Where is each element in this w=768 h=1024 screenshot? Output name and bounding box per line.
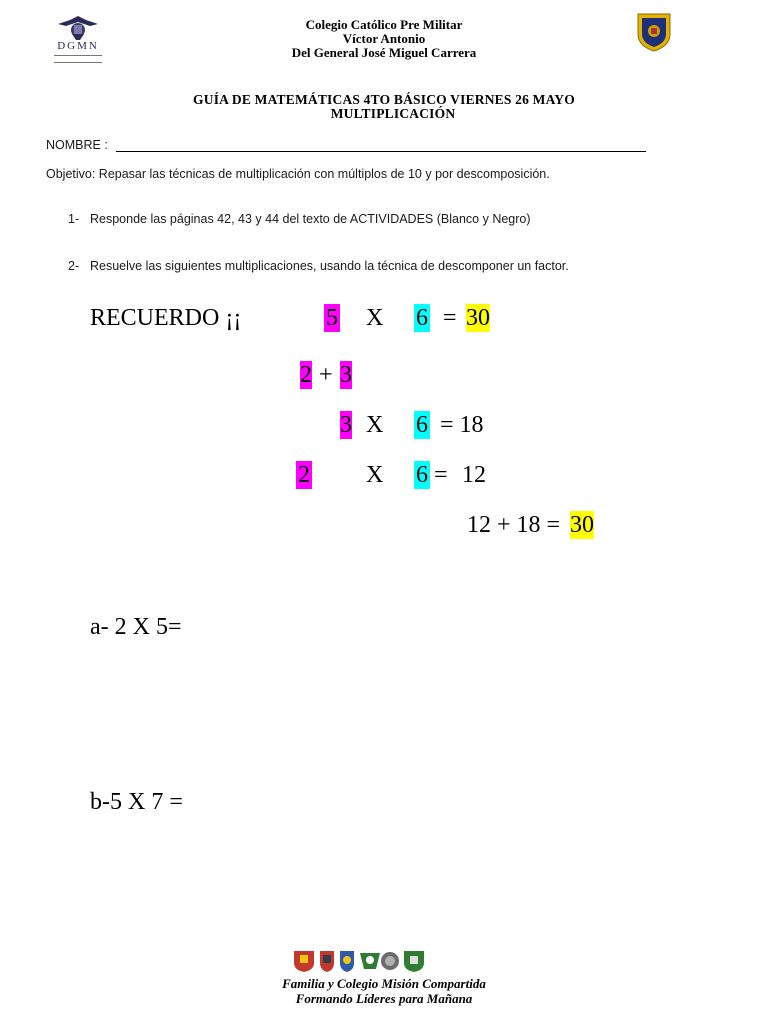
nombre-field[interactable] — [116, 151, 646, 152]
dgmn-subtext-lines — [54, 55, 102, 63]
item1-text: Responde las páginas 42, 43 y 44 del texto de ACTIVIDADES (Blanco y Negro) — [90, 212, 531, 226]
row3-factor-b: 6 — [416, 462, 428, 488]
row2-result: = 18 — [440, 412, 484, 438]
exercise-b: b-5 X 7 = — [90, 789, 183, 815]
recuerdo-label: RECUERDO ¡¡ — [90, 305, 242, 331]
exercise-a: a- 2 X 5= — [90, 614, 182, 640]
equals-sign: = — [443, 305, 457, 331]
row3-equals: = — [434, 462, 448, 488]
footer-emblems — [292, 949, 432, 973]
objective-text: Objetivo: Repasar las técnicas de multiplicación con múltiplos de 10 y por descomposición. — [46, 167, 550, 181]
school-shield-logo — [636, 12, 672, 52]
shield-icon — [636, 12, 672, 52]
institution-emblems-icon — [292, 949, 432, 973]
factor-b: 6 — [416, 305, 428, 331]
row2-factor-a: 3 — [340, 412, 352, 438]
item2-number: 2- — [68, 259, 80, 273]
guide-subtitle: MULTIPLICACIÓN — [330, 106, 456, 121]
item2-text: Resuelve las siguientes multiplicaciones, usando la técnica de descomponer un factor. — [90, 259, 569, 273]
product-result: 30 — [466, 305, 490, 331]
school-name-line3: Del General José Miguel Carrera — [291, 45, 477, 60]
split-right: 3 — [340, 362, 352, 388]
dgmn-logo-text: DGMN — [57, 40, 99, 52]
split-left: 2 — [300, 362, 312, 388]
row3-factor-a: 2 — [298, 462, 310, 488]
row2-times: X — [366, 412, 384, 438]
nombre-label: NOMBRE : — [46, 138, 108, 152]
school-name-line2: Víctor Antonio — [342, 31, 426, 46]
footer-line2: Formando Líderes para Mañana — [295, 991, 473, 1006]
dgmn-logo — [50, 14, 106, 64]
school-name-line1: Colegio Católico Pre Militar — [305, 17, 463, 32]
row2-factor-b: 6 — [416, 412, 428, 438]
row3-times: X — [366, 462, 384, 488]
sum-result: 30 — [570, 512, 594, 538]
factor-a: 5 — [326, 305, 338, 331]
guide-title: GUÍA DE MATEMÁTICAS 4TO BÁSICO VIERNES 26 MAYO — [193, 92, 575, 107]
plus-sign: + — [319, 362, 333, 388]
footer-line1: Familia y Colegio Misión Compartida — [282, 976, 486, 991]
sum-expression: 12 + 18 = — [467, 512, 561, 538]
row3-result: 12 — [462, 462, 486, 488]
times-sign: X — [366, 305, 384, 331]
item1-number: 1- — [68, 212, 80, 226]
